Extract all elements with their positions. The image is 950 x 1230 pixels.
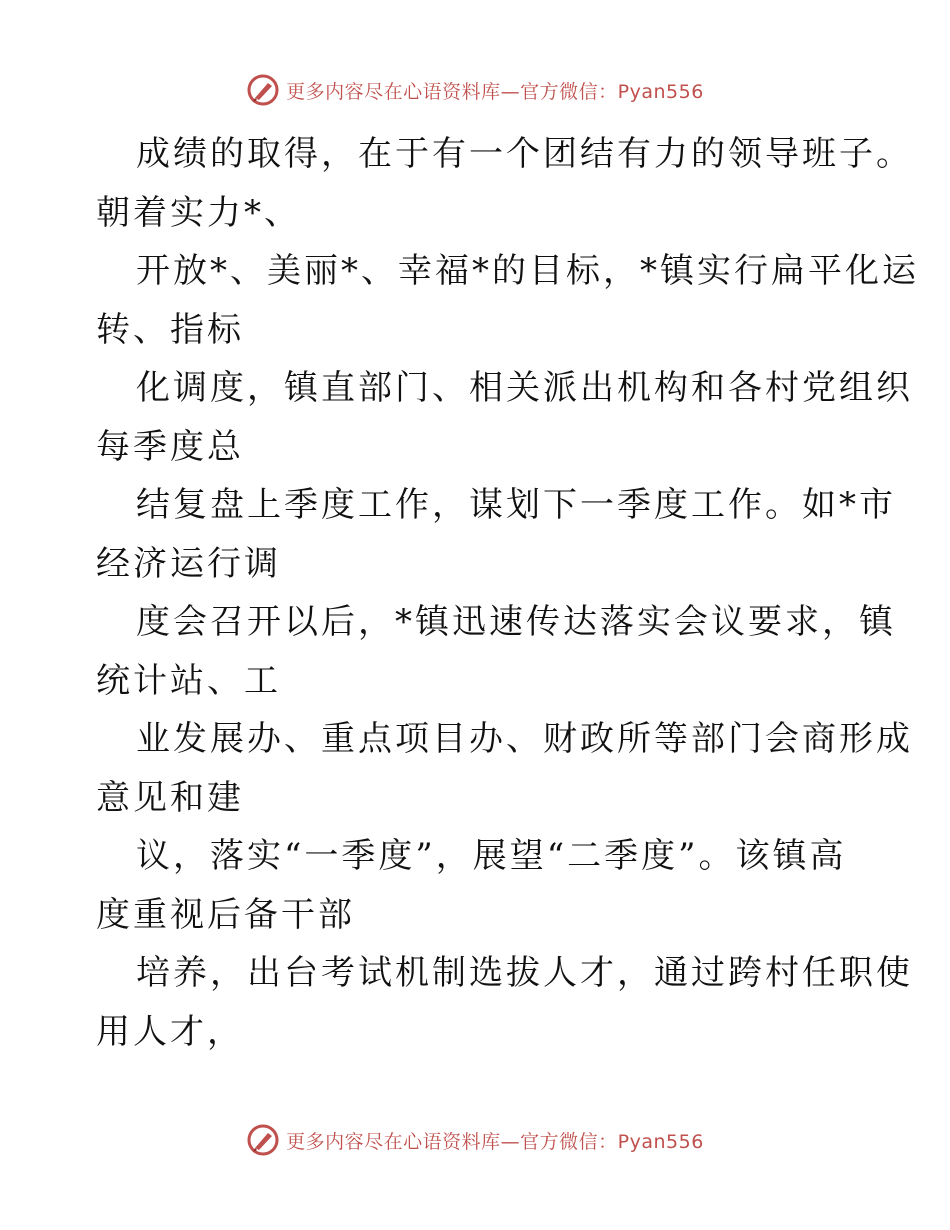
text-line: 朝着实力*、 bbox=[96, 192, 301, 233]
header-banner bbox=[0, 70, 950, 110]
text-line: 化调度，镇直部门、相关派出机构和各村党组织 bbox=[136, 368, 913, 408]
text-line: 开放*、美丽*、幸福*的目标，*镇实行扁平化运 bbox=[136, 251, 919, 291]
text-line: 业发展办、重点项目办、财政所等部门会商形成 bbox=[136, 719, 913, 759]
text-line: 成绩的取得，在于有一个团结有力的领导班子。 bbox=[136, 134, 913, 174]
text-line: 度会召开以后，*镇迅速传达落实会议要求，镇 bbox=[136, 602, 896, 642]
pen-seal-logo-icon bbox=[246, 73, 280, 107]
footer-banner bbox=[0, 1120, 950, 1160]
text-line: 议，落实“一季度”，展望“二季度”。该镇高 bbox=[136, 836, 847, 876]
text-line: 转、指标 bbox=[96, 309, 244, 350]
text-line: 用人才， bbox=[96, 1011, 244, 1052]
text-line: 经济运行调 bbox=[96, 543, 281, 584]
text-line: 统计站、工 bbox=[96, 660, 281, 701]
text-line: 每季度总 bbox=[96, 426, 244, 467]
header-banner-text: 更多内容尽在心语资料库—官方微信：Pyan556 bbox=[286, 80, 704, 103]
pen-seal-logo-icon bbox=[246, 1123, 280, 1157]
document-body bbox=[96, 125, 919, 1061]
text-line: 意见和建 bbox=[96, 777, 244, 818]
text-line: 结复盘上季度工作，谋划下一季度工作。如*市 bbox=[136, 485, 896, 525]
footer-banner-text: 更多内容尽在心语资料库—官方微信：Pyan556 bbox=[286, 1130, 704, 1153]
text-line: 培养，出台考试机制选拔人才，通过跨村任职使 bbox=[136, 953, 913, 993]
text-line: 度重视后备干部 bbox=[96, 894, 355, 935]
